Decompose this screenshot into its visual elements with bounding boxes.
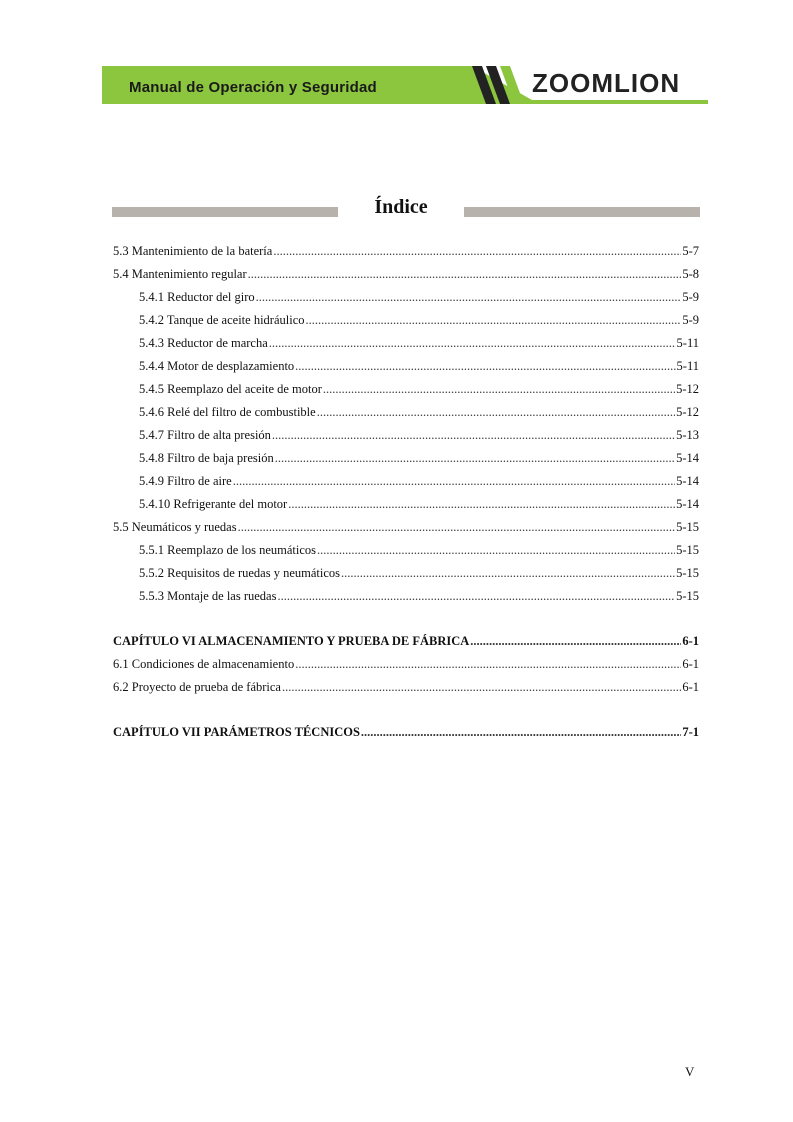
toc-page: 6-1 — [682, 657, 699, 671]
toc-entry[interactable] — [113, 267, 699, 290]
toc-entry[interactable] — [113, 520, 699, 543]
toc-entry[interactable] — [113, 657, 699, 680]
toc-entry[interactable] — [113, 680, 699, 703]
toc-page: 6-1 — [682, 680, 699, 694]
toc-page: 5-9 — [682, 313, 699, 327]
toc-page: 5-15 — [676, 566, 699, 580]
toc-entry[interactable] — [113, 566, 699, 589]
toc-label: CAPÍTULO VI ALMACENAMIENTO Y PRUEBA DE FÁBRICA — [113, 634, 470, 648]
toc-leader — [272, 428, 675, 443]
toc-leader — [323, 382, 675, 397]
toc-chapter-6[interactable] — [113, 634, 699, 657]
toc-entry[interactable] — [113, 451, 699, 474]
toc-label: 5.5 Neumáticos y ruedas — [113, 520, 237, 534]
toc-page: 5-15 — [676, 589, 699, 603]
toc-label: 6.2 Proyecto de prueba de fábrica — [113, 680, 281, 694]
toc-entry[interactable] — [113, 359, 699, 382]
toc-label: 5.4.5 Reemplazo del aceite de motor — [139, 382, 322, 396]
toc-leader — [282, 680, 681, 695]
toc-leader — [269, 336, 676, 351]
page-number: V — [685, 1064, 695, 1079]
toc-chapter-7[interactable] — [113, 725, 699, 748]
toc-leader — [277, 589, 675, 604]
toc-label: 5.4.1 Reductor del giro — [139, 290, 255, 304]
toc-entry[interactable] — [113, 474, 699, 497]
toc-page: 7-1 — [682, 725, 699, 739]
title-rule-right — [464, 207, 700, 217]
page-title: Índice — [374, 196, 428, 218]
toc-leader — [361, 725, 681, 740]
toc-label: 5.5.1 Reemplazo de los neumáticos — [139, 543, 317, 557]
toc-page: 5-11 — [676, 359, 699, 373]
toc-page: 5-15 — [676, 520, 699, 534]
toc-leader — [317, 543, 675, 558]
toc-entry[interactable] — [113, 336, 699, 359]
toc-page: 5-12 — [676, 405, 699, 419]
toc-page: 5-7 — [682, 244, 699, 258]
toc-leader — [273, 244, 681, 259]
toc-page: 6-1 — [682, 634, 699, 648]
toc-label: 5.4.4 Motor de desplazamiento — [139, 359, 295, 373]
toc-label: CAPÍTULO VII PARÁMETROS TÉCNICOS — [113, 725, 360, 739]
toc-entry[interactable] — [113, 543, 699, 566]
toc-entry[interactable] — [113, 382, 699, 405]
toc-leader — [256, 290, 682, 305]
toc-page: 5-13 — [676, 428, 699, 442]
toc-page: 5-8 — [682, 267, 699, 281]
toc-leader — [470, 634, 681, 649]
toc-label: 5.4 Mantenimiento regular — [113, 267, 247, 281]
toc-leader — [275, 451, 675, 466]
page-header — [102, 66, 708, 106]
toc-leader — [317, 405, 675, 420]
zoomlion-logo-text: ZOOMLION — [532, 68, 681, 98]
toc-leader — [295, 657, 681, 672]
toc-label: 5.4.6 Relé del filtro de combustible — [139, 405, 316, 419]
toc-label: 5.4.8 Filtro de baja presión — [139, 451, 274, 465]
toc-leader — [288, 497, 675, 512]
toc-entry[interactable] — [113, 589, 699, 612]
toc-label: 5.5.2 Requisitos de ruedas y neumáticos — [139, 566, 341, 580]
toc-leader — [306, 313, 682, 328]
index-title-row — [112, 196, 700, 226]
toc-entry[interactable] — [113, 405, 699, 428]
toc-page: 5-14 — [676, 497, 699, 511]
toc-page: 5-14 — [676, 451, 699, 465]
toc-leader — [341, 566, 675, 581]
toc-entry[interactable] — [113, 313, 699, 336]
toc-page: 5-9 — [682, 290, 699, 304]
toc-page: 5-11 — [676, 336, 699, 350]
title-rule-left — [112, 207, 338, 217]
manual-title: Manual de Operación y Seguridad — [129, 79, 377, 96]
toc-leader — [238, 520, 676, 535]
toc-label: 5.5.3 Montaje de las ruedas — [139, 589, 277, 603]
toc-page: 5-14 — [676, 474, 699, 488]
toc-label: 5.4.10 Refrigerante del motor — [139, 497, 288, 511]
toc-entry[interactable] — [113, 428, 699, 451]
toc-page: 5-12 — [676, 382, 699, 396]
toc-label: 5.4.2 Tanque de aceite hidráulico — [139, 313, 305, 327]
toc-page: 5-15 — [676, 543, 699, 557]
toc-leader — [248, 267, 682, 282]
toc-leader — [295, 359, 675, 374]
toc-entry[interactable] — [113, 290, 699, 313]
toc-entry[interactable] — [113, 497, 699, 520]
toc-label: 5.3 Mantenimiento de la batería — [113, 244, 273, 258]
toc-label: 5.4.9 Filtro de aire — [139, 474, 232, 488]
toc-label: 5.4.7 Filtro de alta presión — [139, 428, 271, 442]
toc-entry[interactable] — [113, 244, 699, 267]
zoomlion-logo-icon — [470, 66, 530, 104]
toc-label: 6.1 Condiciones de almacenamiento — [113, 657, 295, 671]
toc-label: 5.4.3 Reductor de marcha — [139, 336, 268, 350]
toc-leader — [233, 474, 675, 489]
table-of-contents — [113, 244, 699, 748]
